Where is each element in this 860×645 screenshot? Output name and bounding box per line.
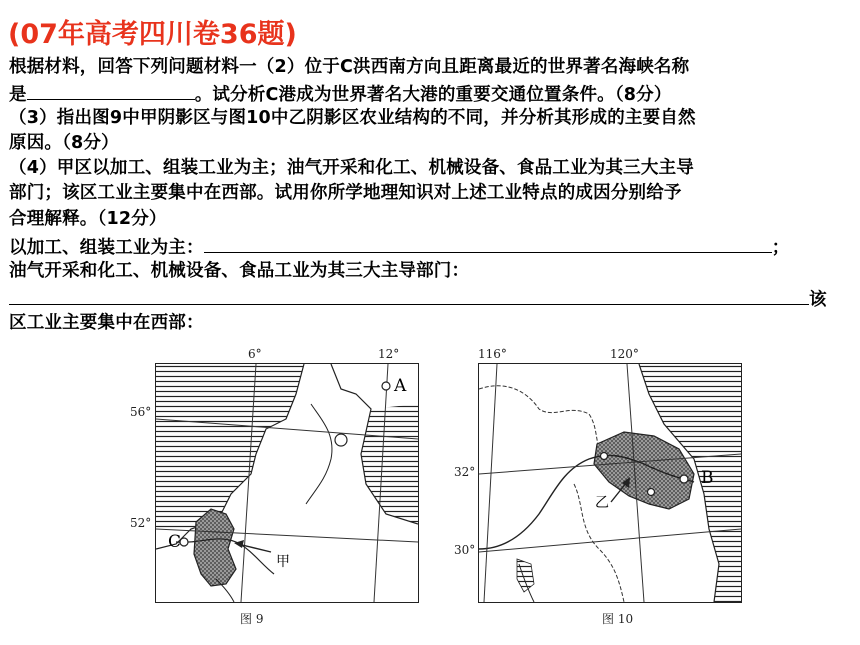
figure-10-caption: 图 10 xyxy=(602,612,634,626)
line-8 xyxy=(9,235,789,258)
fig10-lon-1: 116° xyxy=(478,347,507,361)
label-b: B xyxy=(701,468,714,488)
line-7: 合理解释。（12分） xyxy=(9,209,167,229)
fig9-lon-2: 12° xyxy=(378,347,400,361)
line-10 xyxy=(9,287,827,310)
line-11: 区工业主要集中在西部： xyxy=(9,313,204,333)
line-4: 原因。（8分） xyxy=(9,133,119,153)
question-title: (07年高考四川卷36题) xyxy=(8,19,297,50)
line-5: （4）甲区以加工、组装工业为主；油气开采和化工、机械设备、食品工业为其三大主导 xyxy=(9,158,694,178)
answer-blank-industries[interactable] xyxy=(9,287,809,305)
line-8-label: 以加工、组装工业为主： xyxy=(9,238,204,258)
line-6: 部门；该区工业主要集中在西部。试用你所学地理知识对上述工业特点的成因分别给予 xyxy=(9,183,682,203)
label-jia: 甲 xyxy=(276,554,290,570)
line-10-end: 该 xyxy=(809,290,827,310)
line-8-end: ； xyxy=(771,238,790,258)
line-9: 油气开采和化工、机械设备、食品工业为其三大主导部门： xyxy=(9,261,470,281)
region-yi xyxy=(594,432,694,509)
figure-9-caption: 图 9 xyxy=(240,612,264,626)
fig9-lon-1: 6° xyxy=(248,347,262,361)
label-c: C xyxy=(168,532,182,552)
region-jia xyxy=(194,509,236,586)
line-2 xyxy=(9,82,672,105)
answer-blank-strait[interactable] xyxy=(27,82,195,100)
sea-hatch-east xyxy=(361,404,418,524)
label-a: A xyxy=(394,376,407,396)
fig9-lat-2: 52° xyxy=(130,516,152,530)
figure-10-map xyxy=(478,363,742,603)
line-2-start: 是 xyxy=(9,85,27,105)
line-3: （3）指出图9中甲阴影区与图10中乙阴影区农业结构的不同，并分析其形成的主要自然 xyxy=(9,108,696,128)
answer-blank-assembly[interactable] xyxy=(204,235,772,253)
sea-hatch xyxy=(156,364,304,529)
fig9-lat-1: 56° xyxy=(130,405,152,419)
line-2-end: 。试分析C港成为世界著名大港的重要交通位置条件。（8分） xyxy=(194,85,672,105)
line-1: 根据材料，回答下列问题材料一（2）位于C洪西南方向且距离最近的世界著名海峡名称 xyxy=(9,57,690,77)
label-yi: 乙 xyxy=(595,495,609,511)
fig10-lat-1: 32° xyxy=(454,465,476,479)
fig10-lon-2: 120° xyxy=(610,347,639,361)
fig10-lat-2: 30° xyxy=(454,543,476,557)
figure-9-map xyxy=(155,363,419,603)
